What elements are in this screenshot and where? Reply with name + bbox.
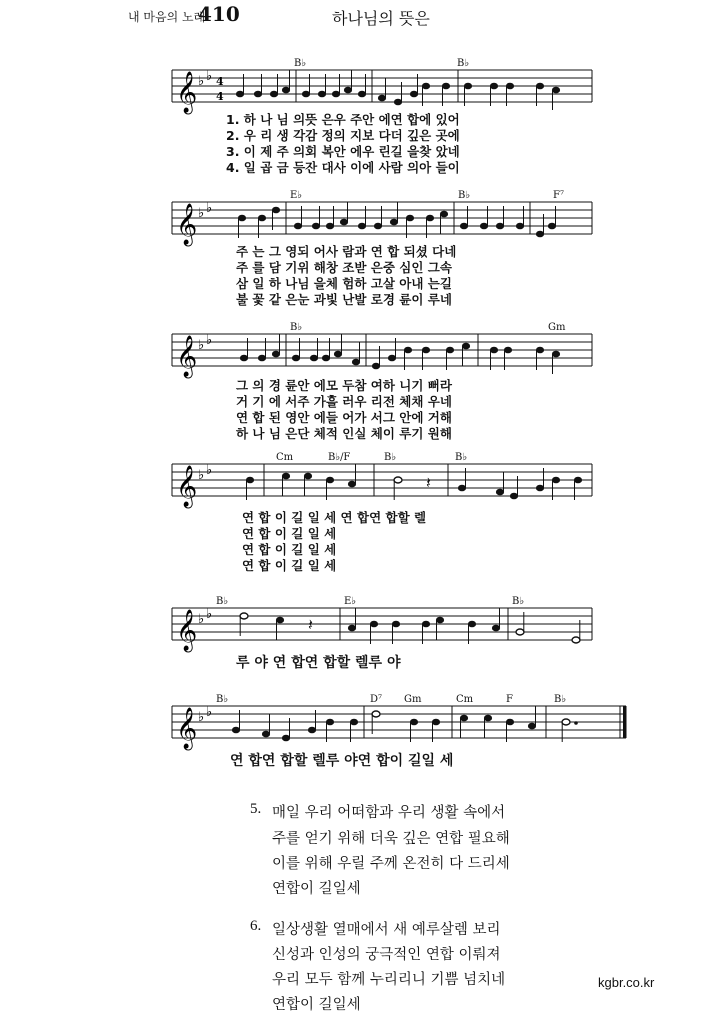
chord-symbol: E♭ [290,190,303,201]
svg-text:4: 4 [216,75,224,88]
lyric-line: 1. 하 나 님 의뜻 은우 주안 에연 합에 있어 [226,112,460,127]
lyric-line: 불 꽃 같 은눈 과빛 난발 로경 륜이 루네 [236,292,452,307]
lyric-line: 주 는 그 영되 어사 람과 연 합 되셨 다네 [236,244,457,259]
lyric-line: 연 합 이 길 일 세 연 합연 합할 렐 [242,510,427,525]
chord-symbol: E♭ [344,596,357,607]
chord-symbol: B♭ [216,694,229,705]
flat-icon: ♭ [206,69,213,84]
lyric-line: 연 합 이 길 일 세 [242,558,337,573]
chord-symbol: Gm [404,694,422,705]
chord-symbol: B♭ [512,596,525,607]
flat-icon: ♭ [198,338,205,353]
lyric-line: 주 를 담 기위 해창 조받 은중 심인 그속 [236,260,452,275]
flat-icon: ♭ [198,74,205,89]
flat-icon: ♭ [206,463,213,478]
verse-line: 연합이 길일세 [272,997,361,1013]
hymn-title: 하나님의 뜻은 [332,9,430,28]
flat-icon: ♭ [206,705,213,720]
flat-icon: ♭ [206,333,213,348]
lyric-line: 그 의 경 륜안 에모 두참 여하 니기 뻐라 [236,378,452,393]
hymnal-label: 내 마음의 노래 [128,10,206,24]
music-system-1 [0,58,720,176]
music-system-6 [0,694,720,774]
music-system-3 [0,322,720,444]
quarter-rest-icon: 𝄽 [426,473,431,492]
chord-symbol: B♭ [384,452,397,463]
treble-clef-icon: 𝄞 [176,204,198,245]
chord-symbol: B♭ [457,58,470,69]
staff-6 [0,694,720,754]
chord-symbol: B♭ [458,190,471,201]
verse-number: 5. [250,801,262,817]
lyric-line: 거 기 에 서주 가흘 러우 리전 체채 우네 [236,394,452,409]
verse-line: 이를 위해 우릴 주께 온전히 다 드리세 [272,856,510,872]
chord-symbol: B♭ [294,58,307,69]
lyric-line: 3. 이 제 주 의회 복안 에우 린길 을찾 았네 [226,144,460,159]
svg-text:4: 4 [216,90,224,103]
flat-icon: ♭ [206,201,213,216]
treble-clef-icon: 𝄞 [176,708,198,749]
chord-symbol: D⁷ [370,694,383,705]
lyric-line: 2. 우 리 생 각감 정의 지보 다더 깊은 곳에 [226,128,460,143]
chord-symbol: B♭ [290,322,303,333]
lyric-line: 4. 일 곱 금 등잔 대사 이에 사람 의아 들이 [226,160,460,175]
flat-icon: ♭ [198,468,205,483]
staff-3 [0,322,720,382]
verse-line: 우리 모두 함께 누리리니 기쁨 넘치네 [272,972,506,988]
lyric-line: 연 합 이 길 일 세 [242,542,337,557]
verse-number: 6. [250,918,262,934]
chord-symbol: F⁷ [553,190,564,201]
staff-2 [0,190,720,250]
treble-clef-icon: 𝄞 [176,610,198,651]
lyric-line: 삼 일 하 나님 을체 험하 고살 아내 는길 [236,276,452,291]
lyric-line: 하 나 님 은단 체적 인실 체이 루기 원해 [236,426,452,441]
music-system-4 [0,452,720,582]
source-url: kgbr.co.kr [598,975,655,990]
quarter-rest-icon: 𝄽 [308,615,313,634]
lyric-line: 연 합 된 영안 에들 어가 서그 안에 거해 [236,410,452,425]
hymn-number: 410 [198,2,240,26]
verse-line: 주를 얻기 위해 더욱 깊은 연합 필요해 [272,831,510,847]
chord-symbol: Cm [456,694,474,705]
lyric-line: 연 합연 합할 렐루 야연 합이 길일 세 [230,753,454,769]
chord-symbol: B♭ [554,694,567,705]
flat-icon: ♭ [198,206,205,221]
verse-line: 일상생활 열매에서 새 예루살렘 보리 [272,922,501,938]
treble-clef-icon: 𝄞 [176,72,198,113]
music-system-2 [0,190,720,310]
chord-symbol: F [506,694,513,705]
chord-symbol: Gm [548,322,566,333]
lyric-line: 루 야 연 합연 합할 렐루 야 [236,655,401,671]
staff-5 [0,596,720,656]
music-system-5 [0,596,720,676]
chord-symbol: B♭/F [328,452,351,463]
chord-symbol: B♭ [216,596,229,607]
verse-line: 매일 우리 어떠함과 우리 생활 속에서 [272,805,506,821]
treble-clef-icon: 𝄞 [176,466,198,507]
flat-icon: ♭ [198,710,205,725]
flat-icon: ♭ [198,612,205,627]
verse-line: 신성과 인성의 궁극적인 연합 이뤄져 [272,947,501,963]
verse-line: 연합이 길일세 [272,881,361,897]
treble-clef-icon: 𝄞 [176,336,198,377]
chord-symbol: B♭ [455,452,468,463]
staff-4 [0,452,720,512]
flat-icon: ♭ [206,607,213,622]
lyric-line: 연 합 이 길 일 세 [242,526,337,541]
staff-1 [0,58,720,118]
chord-symbol: Cm [276,452,294,463]
